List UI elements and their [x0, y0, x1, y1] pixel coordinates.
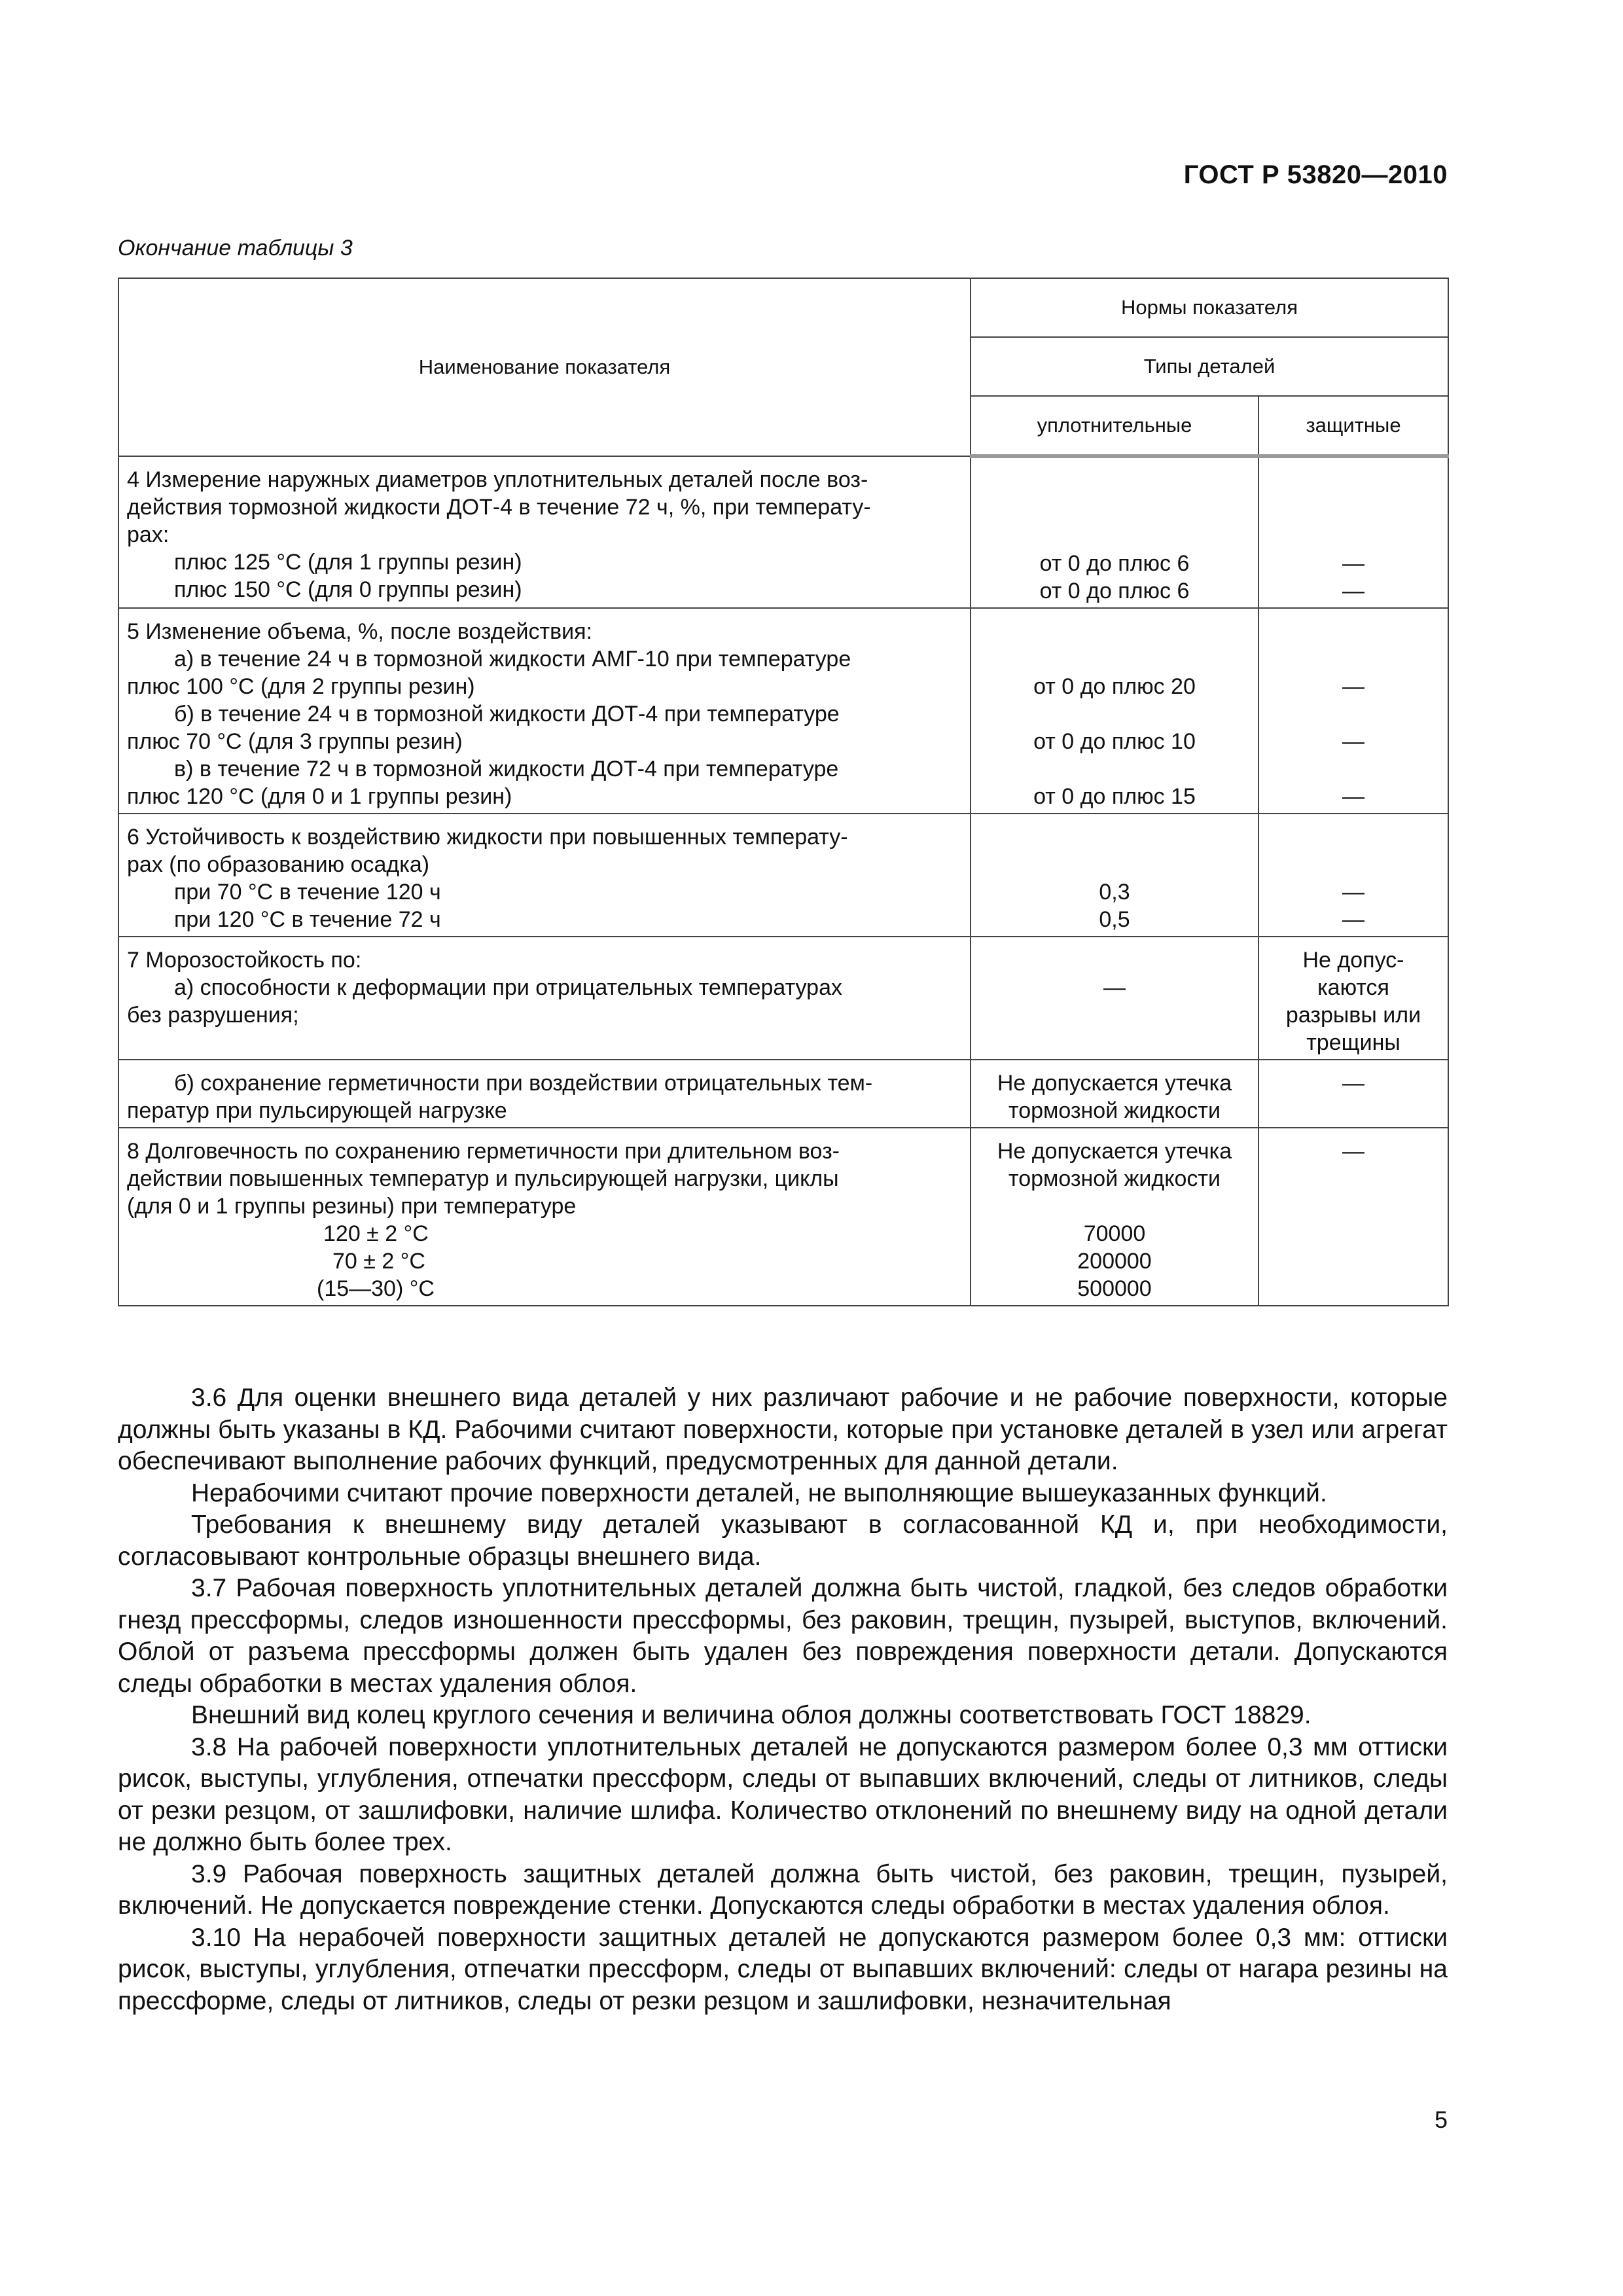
paragraph: Нерабочими считают прочие поверхности деталей, не выполняющие вышеуказанных функций. [191, 1479, 1327, 1507]
row-name: 7 Морозостойкость по: а) способности к деформации при отрицательных температурах без разрушения; [118, 937, 971, 1060]
paragraph: 3.9 Рабочая поверхность защитных деталей должна быть чистой, без раковин, трещин, пузырей, включений. Не допускается повреждение стенки. Допускаются следы обработки в местах удаления облоя. [118, 1859, 1448, 1920]
row-sealing: Не допускается утечка тормозной жидкости [971, 1060, 1258, 1128]
table-row [118, 456, 1448, 608]
row-protective: — — — [1258, 608, 1448, 814]
row-name: 5 Изменение объема, %, после воздействия: а) в течение 24 ч в тормозной жидкости АМГ-10 при температуре плюс 100 °С (для 2 группы резин) б) в течение 24 ч в тормозной жидкости ДОТ-4 при температуре плюс 70 °С (для 3 группы резин) в) в течение 72 ч в тормозной жидкости ДОТ-4 при температуре плюс 120 °С (для 0 и 1 группы резин) [118, 608, 971, 814]
row-sealing: Не допускается утечка тормозной жидкости 70000 200000 500000 [971, 1128, 1258, 1306]
table-caption: Окончание таблицы 3 [118, 236, 353, 260]
paragraph: Внешний вид колец круглого сечения и величина облоя должны соответствовать ГОСТ 18829. [191, 1701, 1311, 1729]
header-norms: Нормы показателя [971, 278, 1448, 337]
table-row [118, 1128, 1448, 1306]
spec-table [118, 278, 1449, 1306]
row-name: 6 Устойчивость к воздействию жидкости при повышенных температу- рах (по образованию осадка) при 70 °С в течение 120 ч при 120 °С в течение 72 ч [118, 814, 971, 937]
row-name: 4 Измерение наружных диаметров уплотнительных деталей после воз- действия тормозной жидкости ДОТ-4 в течение 72 ч, %, при температу- рах: плюс 125 °С (для 1 группы резин) плюс 150 °С (для 0 группы резин) [118, 456, 971, 608]
row-protective: — — [1258, 456, 1448, 608]
header-types: Типы деталей [971, 337, 1448, 396]
row-protective: — [1258, 1060, 1448, 1128]
table-row [118, 1060, 1448, 1128]
paragraph: Требования к внешнему виду деталей указывают в согласованной КД и, при необходимости, согласовывают контрольные образцы внешнего вида. [118, 1511, 1448, 1571]
row-sealing: — [971, 937, 1258, 1060]
header-sealing: уплотнительные [971, 396, 1258, 456]
row-name: 8 Долговечность по сохранению герметичности при длительном воз- действии повышенных температур и пульсирующей нагрузки, циклы (для 0 и 1 группы резины) при температуре 120 ± 2 °С 70 ± 2 °С (15—30) °С [118, 1128, 971, 1306]
paragraph: 3.7 Рабочая поверхность уплотнительных деталей должна быть чистой, гладкой, без следов обработки гнезд прессформы, следов изношенности прессформы, без раковин, трещин, пузырей, выступов, включений. Облой от разъема прессформы должен быть удален без повреждения поверхности детали. Допускаются следы обработки в местах удаления облоя. [118, 1574, 1448, 1698]
header-protective: защитные [1258, 396, 1448, 456]
body-text [118, 1382, 1448, 2017]
table-row [118, 814, 1448, 937]
table-row [118, 937, 1448, 1060]
row-name: б) сохранение герметичности при воздействии отрицательных тем- ператур при пульсирующей нагрузке [118, 1060, 971, 1128]
row-sealing: от 0 до плюс 20 от 0 до плюс 10 от 0 до плюс 15 [971, 608, 1258, 814]
paragraph: 3.6 Для оценки внешнего вида деталей у них различают рабочие и не рабочие поверхности, которые должны быть указаны в КД. Рабочими считают поверхности, которые при установке деталей в узел или агрегат обеспечивают выполнение рабочих функций, предусмотренных для данной детали. [118, 1384, 1448, 1475]
row-protective: Не допус- каются разрывы или трещины [1258, 937, 1448, 1060]
page-number: 5 [1434, 2106, 1448, 2133]
table-header-row [118, 278, 1448, 337]
row-protective: — — [1258, 814, 1448, 937]
paragraph: 3.10 На нерабочей поверхности защитных деталей не допускаются размером более 0,3 мм: оттиски рисок, выступы, углубления, отпечатки прессформ, следы от выпавших включений: следы от нагара резины на прессформе, следы от литников, следы от резки резцом и зашлифовки, незначительная [118, 1923, 1448, 2015]
row-protective: — [1258, 1128, 1448, 1306]
document-code: ГОСТ Р 53820—2010 [1183, 160, 1448, 189]
header-name: Наименование показателя [118, 278, 971, 456]
table-row [118, 608, 1448, 814]
row-sealing: 0,3 0,5 [971, 814, 1258, 937]
row-sealing: от 0 до плюс 6 от 0 до плюс 6 [971, 456, 1258, 608]
paragraph: 3.8 На рабочей поверхности уплотнительных деталей не допускаются размером более 0,3 мм оттиски рисок, выступы, углубления, отпечатки прессформ, следы от выпавших включений, следы от литников, следы от резки резцом, от зашлифовки, наличие шлифа. Количество отклонений по внешнему виду на одной детали не должно быть более трех. [118, 1732, 1448, 1856]
